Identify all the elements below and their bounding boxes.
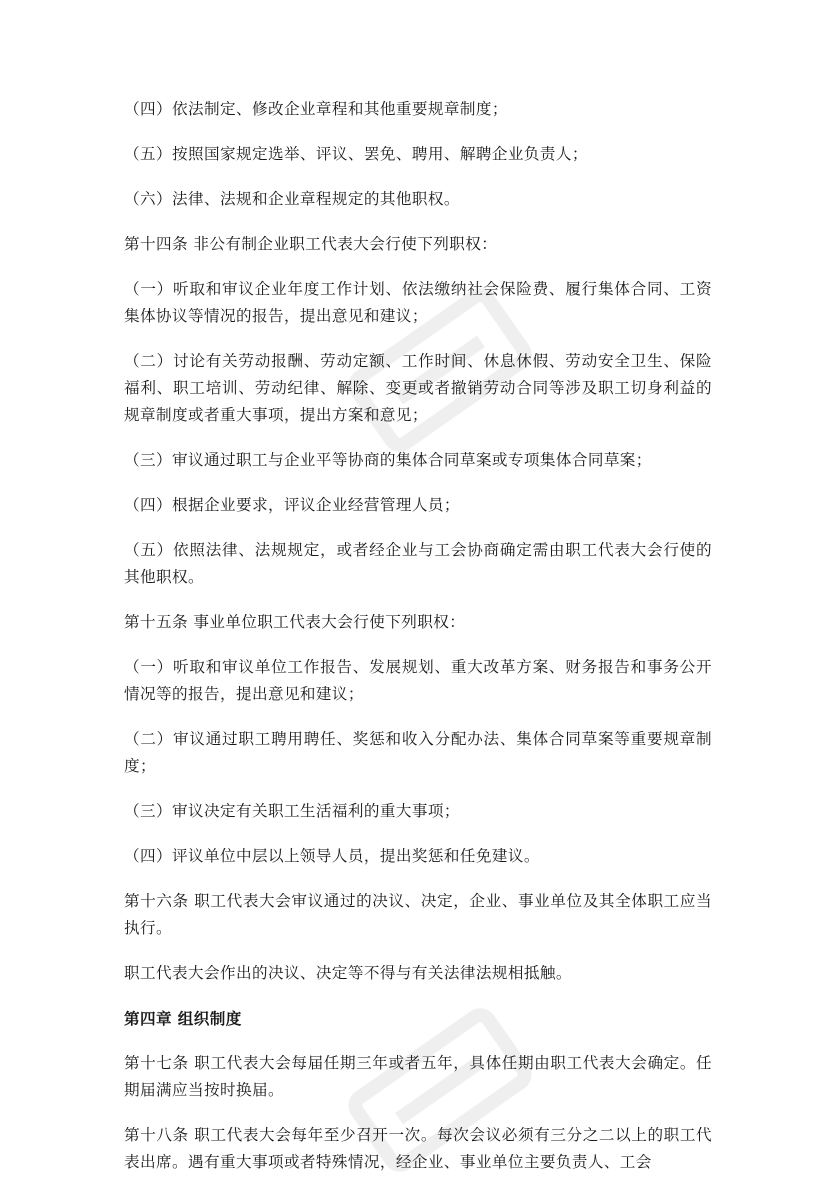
clause-paragraph: （二）审议通过职工聘用聘任、奖惩和收入分配办法、集体合同草案等重要规章制度；: [124, 730, 712, 775]
document-body: [124, 96, 712, 1194]
clause-paragraph: （一）听取和审议单位工作报告、发展规划、重大改革方案、财务报告和事务公开情况等的报告，提出意见和建议；: [124, 658, 712, 703]
article-paragraph: 第十七条 职工代表大会每届任期三年或者五年，具体任期由职工代表大会确定。任期届满应当按时换届。: [124, 1054, 712, 1099]
clause-paragraph: （四）依法制定、修改企业章程和其他重要规章制度；: [124, 100, 508, 118]
clause-paragraph: （一）听取和审议企业年度工作计划、依法缴纳社会保险费、履行集体合同、工资集体协议等情况的报告，提出意见和建议；: [124, 280, 712, 325]
clause-paragraph: （六）法律、法规和企业章程规定的其他职权。: [124, 190, 460, 208]
clause-paragraph: （二）讨论有关劳动报酬、劳动定额、工作时间、休息休假、劳动安全卫生、保险福利、职工培训、劳动纪律、解除、变更或者撤销劳动合同等涉及职工切身利益的规章制度或者重大事项，提出方案和意见；: [124, 352, 712, 424]
clause-paragraph: （五）依照法律、法规规定，或者经企业与工会协商确定需由职工代表大会行使的其他职权。: [124, 541, 712, 586]
article-paragraph: 第十八条 职工代表大会每年至少召开一次。每次会议必须有三分之二以上的职工代表出席。遇有重大事项或者特殊情况，经企业、事业单位主要负责人、工会: [124, 1126, 712, 1171]
clause-paragraph: （四）根据企业要求，评议企业经营管理人员；: [124, 496, 460, 514]
body-paragraph: 职工代表大会作出的决议、决定等不得与有关法律法规相抵触。: [124, 964, 572, 982]
clause-paragraph: （三）审议通过职工与企业平等协商的集体合同草案或专项集体合同草案；: [124, 451, 652, 469]
clause-paragraph: （三）审议决定有关职工生活福利的重大事项；: [124, 802, 460, 820]
clause-paragraph: （五）按照国家规定选举、评议、罢免、聘用、解聘企业负责人；: [124, 145, 588, 163]
article-paragraph: 第十五条 事业单位职工代表大会行使下列职权：: [124, 613, 466, 631]
clause-paragraph: （四）评议单位中层以上领导人员，提出奖惩和任免建议。: [124, 847, 540, 865]
chapter-heading: 第四章 组织制度: [124, 1009, 242, 1028]
article-paragraph: 第十四条 非公有制企业职工代表大会行使下列职权：: [124, 235, 498, 253]
article-paragraph: 第十六条 职工代表大会审议通过的决议、决定，企业、事业单位及其全体职工应当执行。: [124, 892, 712, 937]
